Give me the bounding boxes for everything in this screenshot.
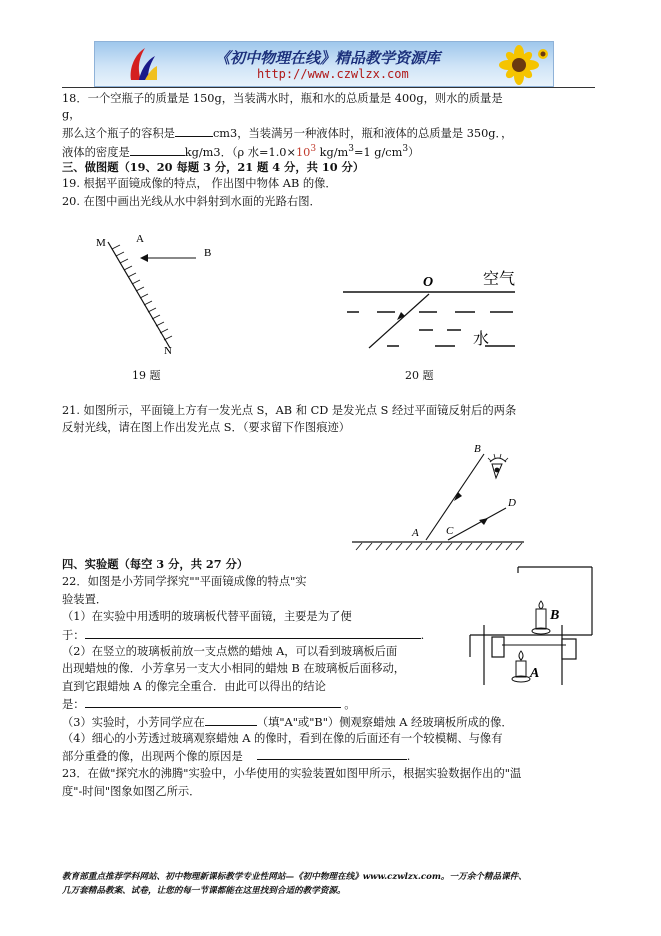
figure-22 — [466, 565, 594, 689]
fig22-label-a: A — [530, 666, 540, 681]
fig21-label-a: A — [412, 527, 419, 539]
q18-blank-density[interactable] — [130, 145, 185, 156]
fig19-label-n: N — [164, 345, 172, 357]
banner-url[interactable]: http://www.czwlzx.com — [257, 67, 409, 81]
q18-line3: 那么这个瓶子的容积是 cm3，当装满另一种液体时，瓶和液体的总质量是 350g．， — [62, 127, 513, 140]
figure-21 — [348, 440, 530, 556]
section3-heading: 三、做图题（19、20 每题 3 分，21 题 4 分，共 10 分） — [62, 160, 365, 174]
q22-p4-line2: 部分重叠的像，出现两个像的原因是 . — [62, 750, 411, 763]
figure-20 — [335, 262, 525, 360]
q20-text: 20. 在图中画出光线从水中斜射到水面的光路右图． — [62, 195, 321, 208]
q22-p2-line4: 是： 。 — [62, 698, 356, 711]
q18-line2: g， — [62, 108, 81, 121]
q22-p1-line1: （1）在实验中用透明的玻璃板代替平面镜，主要是为了便 — [62, 610, 352, 623]
q22-line2: 验装置． — [62, 593, 108, 606]
fig20-label-water: 水 — [473, 329, 490, 348]
q18-line4: 液体的密度是 kg/m3．（ρ 水$=1.0\times 10^3$ $kg/m^3=1$ $g/cm^3$） — [62, 144, 420, 159]
fig20-label-o: O — [423, 275, 434, 290]
footer-line1: 教育部重点推荐学科网站、初中物理新课标教学专业性网站—《初中物理在线》www.czwlzx.com。一万余个精品课件、 — [62, 872, 527, 882]
fig21-label-d: D — [508, 497, 516, 509]
q22-line1: 22．如图是小芳同学探究""平面镜成像的特点"实 — [62, 575, 307, 588]
banner-title: 《初中物理在线》精品教学资源库 — [215, 49, 441, 67]
fig21-label-b: B — [474, 443, 481, 455]
figure-19 — [88, 228, 228, 358]
q22-blank-4[interactable] — [257, 749, 407, 760]
q23-line2: 度"-时间"图象如图乙所示． — [62, 785, 201, 798]
fig22-label-b: B — [550, 608, 560, 623]
q22-p3: （3）实验时，小芳同学应在 （填"A"或"B"）侧观察蜡烛 A 经玻璃板所成的像． — [62, 716, 513, 729]
q22-blank-3[interactable] — [205, 715, 257, 726]
q22-p2-line2: 出现蜡烛的像．小芳拿另一支大小相同的蜡烛 B 在玻璃板后面移动， — [62, 662, 406, 675]
fig19-caption: 19 题 — [132, 369, 161, 382]
q21-line1: 21. 如图所示，平面镜上方有一发光点 S，AB 和 CD 是发光点 S 经过平面镜反射后的两条 — [62, 404, 517, 417]
fig20-caption: 20 题 — [405, 369, 434, 382]
fig19-label-m: M — [96, 237, 106, 249]
q22-blank-1[interactable] — [85, 628, 421, 639]
header-rule — [62, 87, 595, 88]
q23-line1: 23．在做"探究水的沸腾"实验中，小华使用的实验装置如图甲所示，根据实验数据作出的"温 — [62, 767, 522, 780]
q18-line1: 18．一个空瓶子的质量是 150g，当装满水时，瓶和水的总质量是 400g，则水的质量是 — [62, 92, 503, 105]
site-logo-icon — [127, 46, 157, 82]
fig19-label-b: B — [204, 247, 212, 259]
q22-p1-line2: 于： . — [62, 629, 425, 642]
fig21-label-c: C — [446, 525, 454, 537]
q21-line2: 反射光线，请在图上作出发光点 S．（要求留下作图痕迹） — [62, 421, 351, 434]
footer-line2: 几万套精品教案、试卷，让您的每一节课都能在这里找到合适的教学资源。 — [62, 886, 346, 896]
section4-heading: 四、实验题（每空 3 分，共 27 分） — [62, 557, 249, 571]
q22-p2-line3: 直到它跟蜡烛 A 的像完全重合．由此可以得出的结论 — [62, 680, 326, 693]
q22-p4-line1: （4）细心的小芳透过玻璃观察蜡烛 A 的像时，看到在像的后面还有一个较模糊、与像有 — [62, 732, 503, 745]
site-banner — [94, 41, 554, 87]
fig19-label-a: A — [136, 233, 144, 245]
q22-blank-2[interactable] — [85, 697, 341, 708]
sunflower-icon — [487, 44, 551, 86]
q18-blank-volume[interactable] — [175, 126, 213, 137]
fig20-label-air: 空气 — [483, 269, 516, 288]
q22-p2-line1: （2）在竖立的玻璃板前放一支点燃的蜡烛 A，可以看到玻璃板后面 — [62, 645, 398, 658]
q19-text: 19. 根据平面镜成像的特点， 作出图中物体 AB 的像． — [62, 177, 337, 190]
